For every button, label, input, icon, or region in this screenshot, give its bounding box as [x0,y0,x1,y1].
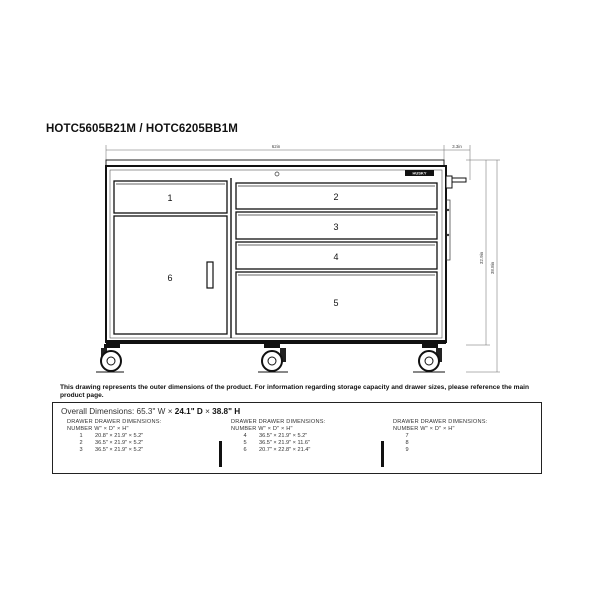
table-row [393,433,487,440]
dimensions-table [52,402,542,474]
drawer-dimension: 36.5" × 21.9" × 11.6" [259,440,310,446]
column-separator [381,441,384,467]
table-row [231,433,325,440]
table-row [231,447,325,454]
drawer-dimension: 36.5" × 21.9" × 5.2" [259,433,308,439]
handle-depth-label: 3.3in [452,144,462,149]
table-row [231,440,325,447]
drawer-dimension: 36.5" × 21.9" × 5.2" [95,440,144,446]
overall-depth: 24.1" D [174,407,203,416]
drawer-number: 3 [79,447,83,453]
table-row [67,433,161,440]
table-column-2 [231,419,325,454]
height-dimensions [466,160,500,372]
overall-label: Overall Dimensions: [61,407,135,416]
times-sign: × [167,407,173,416]
inner-height-label: 32.9in [479,251,484,265]
overall-height: 38.8" H [212,407,241,416]
bottom-rail [106,340,446,344]
column-header-line1: DRAWER DRAWER DIMENSIONS: [231,419,326,425]
table-row [393,440,487,447]
drawer-number: 7 [405,433,409,439]
side-handle-icon [446,176,466,260]
caster-center-icon [258,344,288,372]
caster-left-icon [96,344,124,372]
column-separator [219,441,222,467]
drawer-number: 1 [79,433,83,439]
column-header-line1: DRAWER DRAWER DIMENSIONS: [393,419,488,425]
drawer-number: 4 [243,433,247,439]
handle-depth-dimension [444,144,470,180]
overall-dimensions [61,407,240,416]
table-row [67,440,161,447]
drawer-number: 5 [243,440,247,446]
drawer-2-number: 2 [333,192,339,202]
width-dimension-label: 62in [271,144,281,149]
total-height-label: 38.8in [490,261,495,275]
table-row [393,447,487,454]
table-row [67,447,161,454]
drawer-6-number: 6 [167,273,173,283]
product-title: HOTC5605B21M / HOTC6205BB1M [46,123,238,135]
drawer-3-number: 3 [333,222,339,232]
drawer-4-number: 4 [333,252,339,262]
column-header-line2: NUMBER W" × D" × H" [393,426,455,432]
column-header-line2: NUMBER W" × D" × H" [67,426,129,432]
table-column-1 [67,419,161,454]
column-header-line1: DRAWER DRAWER DIMENSIONS: [67,419,162,425]
drawer-number: 6 [243,447,247,453]
drawing-note: This drawing represents the outer dimensions of the product. For information regarding storage capacity and drawer sizes, please reference the main product page. [60,384,529,399]
times-sign: × [205,407,210,416]
caster-right-icon [413,344,445,372]
table-column-3 [393,419,487,454]
drawer-1-number: 1 [167,193,173,203]
drawer-dimension: 20.8" × 21.9" × 5.2" [95,433,144,439]
drawer-number: 8 [405,440,409,446]
drawer-5-number: 5 [333,298,339,308]
drawer-dimension: 36.5" × 21.9" × 5.2" [95,447,144,453]
overall-width: 65.3" W [136,407,166,416]
column-header-line2: NUMBER W" × D" × H" [231,426,293,432]
drawer-number: 9 [405,447,409,453]
width-dimension [106,144,444,160]
drawer-number: 2 [79,440,83,446]
drawer-dimension: 20.7" × 22.8" × 21.4" [259,447,311,453]
logo-text: HUSKY [412,170,427,176]
